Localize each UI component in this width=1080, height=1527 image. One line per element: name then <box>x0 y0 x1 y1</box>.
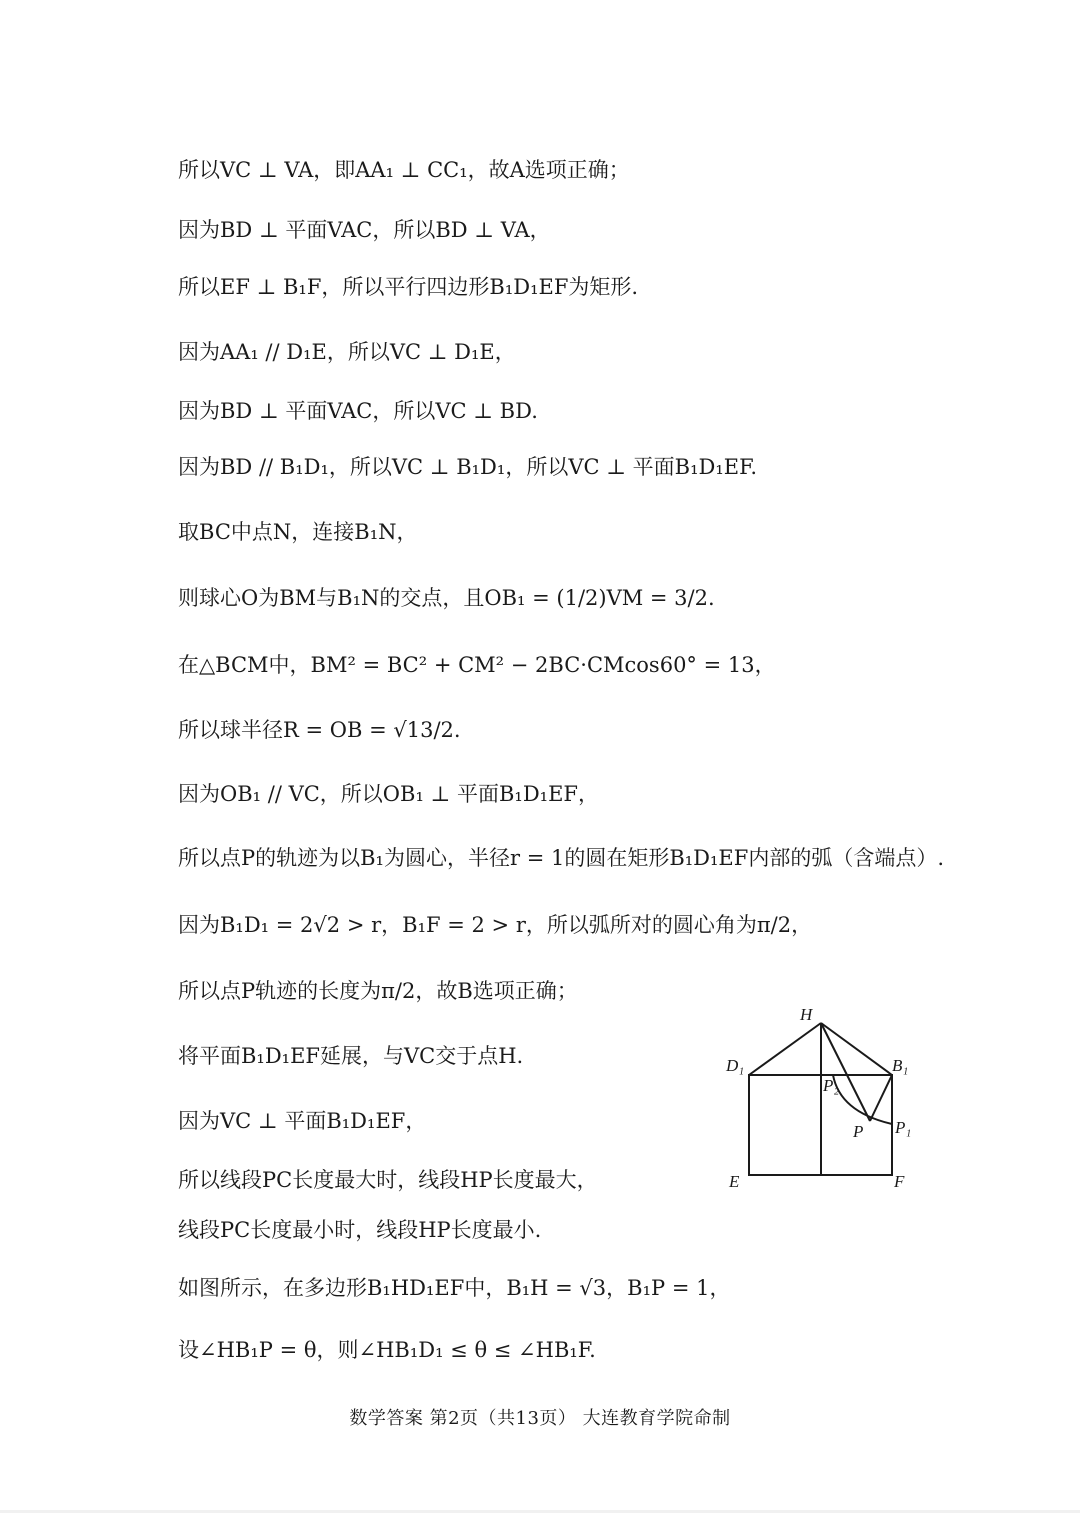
label-p2: P₂ <box>823 1076 840 1095</box>
segment-p-b1 <box>870 1075 892 1121</box>
text-line: 所以VC ⊥ VA，即AA₁ ⊥ CC₁，故A选项正确； <box>178 158 630 182</box>
text-line: 因为AA₁ // D₁E，所以VC ⊥ D₁E， <box>178 340 516 364</box>
scan-artifact <box>0 1510 1080 1513</box>
text-line: 因为VC ⊥ 平面B₁D₁EF， <box>178 1109 427 1133</box>
figure-svg <box>720 1000 920 1200</box>
text-line: 取BC中点N，连接B₁N， <box>178 520 418 544</box>
label-f: F <box>894 1172 905 1191</box>
text-line: 在△BCM中，BM² = BC² + CM² − 2BC·CMcos60° = 13， <box>178 653 776 677</box>
label-e: E <box>729 1172 740 1191</box>
text-line: 所以球半径R = OB = √13/2. <box>178 718 461 742</box>
text-line: 所以点P的轨迹为以B₁为圆心，半径r = 1的圆在矩形B₁D₁EF内部的弧（含端点）. <box>178 846 945 870</box>
text-line: 所以点P轨迹的长度为π/2，故B选项正确； <box>178 979 578 1003</box>
segment-h-p <box>821 1023 870 1121</box>
text-line: 因为B₁D₁ = 2√2 > r，B₁F = 2 > r，所以弧所对的圆心角为π/2， <box>178 913 813 937</box>
text-line: 设∠HB₁P = θ，则∠HB₁D₁ ≤ θ ≤ ∠HB₁F. <box>178 1338 596 1362</box>
text-line: 因为BD ⊥ 平面VAC，所以VC ⊥ BD. <box>178 399 538 423</box>
label-d1: D₁ <box>726 1056 745 1075</box>
text-line: 则球心O为BM与B₁N的交点，且OB₁ = (1/2)VM = 3/2. <box>178 586 715 610</box>
geometry-figure <box>720 1000 920 1200</box>
text-line: 线段PC长度最小时，线段HP长度最小. <box>178 1218 542 1242</box>
text-line: 所以EF ⊥ B₁F，所以平行四边形B₁D₁EF为矩形. <box>178 275 639 299</box>
label-p1: P₁ <box>895 1118 912 1137</box>
text-line: 因为OB₁ // VC，所以OB₁ ⊥ 平面B₁D₁EF， <box>178 782 599 806</box>
label-b1: B₁ <box>892 1056 909 1075</box>
text-line: 所以线段PC长度最大时，线段HP长度最大， <box>178 1168 598 1192</box>
text-line: 因为BD // B₁D₁，所以VC ⊥ B₁D₁，所以VC ⊥ 平面B₁D₁EF. <box>178 455 758 479</box>
text-line: 将平面B₁D₁EF延展，与VC交于点H. <box>178 1044 524 1068</box>
page-footer: 数学答案 第2页（共13页） 大连教育学院命制 <box>349 1408 731 1429</box>
segment-d1-h <box>749 1023 821 1075</box>
arc-p2-p1 <box>833 1075 892 1124</box>
text-line: 如图所示，在多边形B₁HD₁EF中，B₁H = √3，B₁P = 1， <box>178 1276 731 1300</box>
label-p: P <box>853 1122 864 1141</box>
segment-h-b1 <box>821 1023 892 1075</box>
label-h: H <box>800 1005 813 1024</box>
text-line: 因为BD ⊥ 平面VAC，所以BD ⊥ VA， <box>178 218 551 242</box>
